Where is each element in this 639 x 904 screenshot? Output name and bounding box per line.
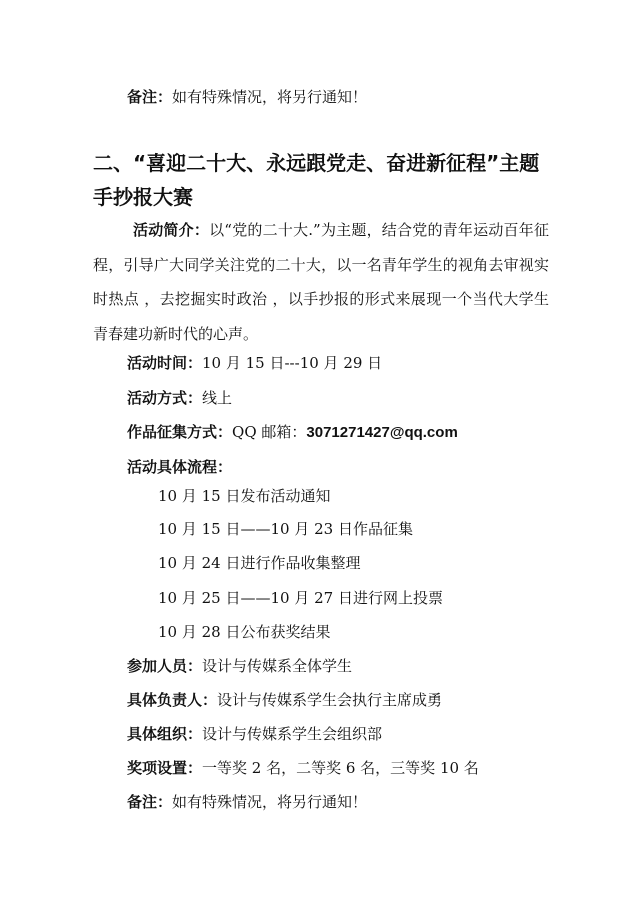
process-step: 10 月 24 日进行作品收集整理: [158, 554, 361, 572]
activity-mode: [127, 388, 232, 408]
section-heading-line2: 手抄报大赛: [93, 185, 193, 209]
awards-value: 一等奖 2 名，二等奖 6 名，三等奖 10 名: [202, 759, 479, 777]
bottom-note: [127, 792, 367, 812]
bottom-note-label: 备注：: [127, 793, 173, 811]
intro-label: 活动简介：: [133, 221, 210, 239]
person-in-charge-value: 设计与传媒系学生会执行主席成勇: [217, 691, 443, 709]
top-note: [127, 87, 367, 107]
person-in-charge-label: 具体负责人：: [127, 691, 218, 709]
intro-paragraph: [93, 213, 549, 351]
awards-label: 奖项设置：: [127, 759, 203, 777]
participants-value: 设计与传媒系全体学生: [202, 657, 353, 675]
organizer-label: 具体组织：: [127, 725, 203, 743]
section-heading-line1: 二、“喜迎二十大、永远跟党走、奋进新征程”主题: [93, 151, 540, 175]
process-step: 10 月 15 日——10 月 23 日作品征集: [158, 520, 413, 538]
submission: [127, 422, 458, 443]
activity-mode-value: 线上: [202, 389, 233, 407]
participants-label: 参加人员：: [127, 657, 203, 675]
submission-label: 作品征集方式：: [127, 423, 233, 441]
intro-text: 以“党的二十大.”为主题，结合党的青年运动百年征程，引导广大同学关注党的二十大，以一名青年学生的视角去审视实时热点 ，去挖掘实时政治 ，以手抄报的形式来展现一个当代大学生青春建功新时代的心声。: [93, 221, 549, 343]
top-note-value: 如有特殊情况，将另行通知！: [172, 88, 368, 106]
process: [127, 457, 232, 477]
activity-time: [127, 353, 382, 373]
process-step: 10 月 28 日公布获奖结果: [158, 623, 331, 641]
submission-value: QQ 邮箱：: [232, 423, 307, 441]
awards: [127, 758, 479, 778]
bottom-note-value: 如有特殊情况，将另行通知！: [172, 793, 368, 811]
submission-email: 3071271427@qq.com: [306, 424, 458, 441]
activity-mode-label: 活动方式：: [127, 389, 203, 407]
activity-time-value: 10 月 15 日---10 月 29 日: [202, 354, 383, 372]
person-in-charge: [127, 690, 442, 710]
activity-time-label: 活动时间：: [127, 354, 203, 372]
process-step: 10 月 15 日发布活动通知: [158, 487, 331, 505]
top-note-label: 备注：: [127, 88, 173, 106]
organizer-value: 设计与传媒系学生会组织部: [202, 725, 383, 743]
process-label: 活动具体流程：: [127, 458, 233, 476]
participants: [127, 656, 352, 676]
process-step: 10 月 25 日——10 月 27 日进行网上投票: [158, 589, 443, 607]
organizer: [127, 724, 382, 744]
